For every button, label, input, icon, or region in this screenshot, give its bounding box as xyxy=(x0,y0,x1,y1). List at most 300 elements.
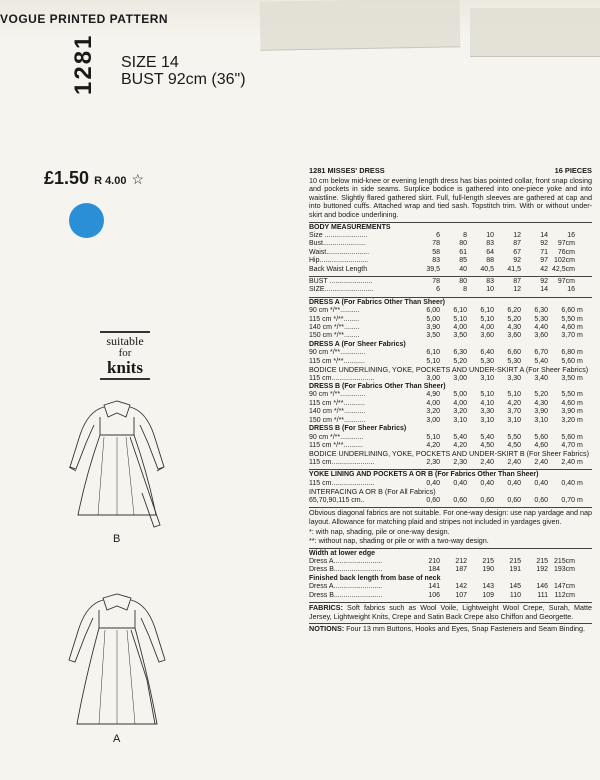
cell-value: 3,90 xyxy=(561,408,575,416)
cell-value: 5,10 xyxy=(453,315,467,323)
table-row xyxy=(309,307,592,315)
unit xyxy=(575,232,592,240)
cell-value: 4,00 xyxy=(453,399,467,407)
cell-value: 40,5 xyxy=(480,265,494,273)
cell-value: 58 xyxy=(432,248,440,256)
cell-value: 10 xyxy=(486,231,494,239)
cell-value: 12 xyxy=(513,286,521,294)
cell-value: 14 xyxy=(540,231,548,239)
underlining-table xyxy=(309,375,592,383)
cell-value: 8 xyxy=(463,231,467,239)
cell-value: 5,10 xyxy=(426,357,440,365)
table-row xyxy=(309,592,592,600)
cell-value: 3,50 xyxy=(561,374,575,382)
cell-value: 2,40 xyxy=(561,458,575,466)
cell-value: 6,00 xyxy=(426,307,440,315)
widths-section xyxy=(309,548,592,600)
cell-value: 3,00 xyxy=(426,416,440,424)
yardage-table xyxy=(309,307,592,341)
cell-value: 102cm xyxy=(553,257,575,265)
cell-value: 4,60 xyxy=(561,399,575,407)
cell-value: 215cm xyxy=(553,557,575,565)
cell-value: 80 xyxy=(459,240,467,248)
cell-value: 5,30 xyxy=(507,357,521,365)
pattern-number: 1281 xyxy=(70,33,97,95)
description-title: 1281 MISSES' DRESS xyxy=(309,166,385,175)
unit: m xyxy=(577,307,583,315)
cell-value: 0,60 xyxy=(453,496,467,504)
unit: m xyxy=(577,458,583,466)
interfacing-title: INTERFACING A OR B (For All Fabrics) xyxy=(309,487,436,497)
cell-value: 0,40 xyxy=(507,479,521,487)
table-row xyxy=(309,417,592,425)
cell-value: 78 xyxy=(432,240,440,248)
cell-value: 4,20 xyxy=(507,399,521,407)
cell-value: 71 xyxy=(540,248,548,256)
cell-value: 6,10 xyxy=(480,307,494,315)
cell-value: 0,40 xyxy=(534,479,548,487)
row-label: Dress A......................... xyxy=(309,557,383,565)
yoke-lining-section xyxy=(309,469,592,505)
row-label: 115 cm...................... xyxy=(309,374,375,382)
cell-value: 190 xyxy=(482,566,494,574)
view-a-label: A xyxy=(113,733,121,745)
cell-value: 193cm xyxy=(553,566,575,574)
description-text: 10 cm below mid-knee or evening length dress has bias pointed collar, front snap closing and pockets in side seams. Surplice bodice is gathered into one-piece yoke and into waistline. Slightly flared gathered skirt. Full, full-length sleeves are gathered at cap and into buttoned cuffs. Attached wrap and tied sash. Topstitch trim. With or without under-skirt and bodice underlining. xyxy=(309,175,592,219)
cell-value: 92 xyxy=(513,257,521,265)
unit: m xyxy=(577,324,583,332)
cell-value: 83 xyxy=(486,278,494,285)
unit: m xyxy=(577,479,583,487)
table-row xyxy=(309,324,592,332)
cell-value: 3,30 xyxy=(480,408,494,416)
cell-value: 5,40 xyxy=(534,357,548,365)
cell-value: 80 xyxy=(459,278,467,285)
row-label: 115 cm */**........... xyxy=(309,399,365,407)
back-length-title: Finished back length from base of neck xyxy=(309,574,441,582)
price xyxy=(44,168,144,189)
cell-value: 5,60 xyxy=(561,357,575,365)
cell-value: 85 xyxy=(459,257,467,265)
cell-value: 61 xyxy=(459,248,467,256)
cell-value: 16 xyxy=(567,286,575,294)
cell-value: 4,30 xyxy=(507,324,521,332)
table-row xyxy=(309,232,592,240)
cell-value: 2,40 xyxy=(507,458,521,466)
cell-value: 5,10 xyxy=(480,315,494,323)
cell-value: 3,50 xyxy=(426,332,440,340)
cell-value: 4,70 xyxy=(561,441,575,449)
table-row xyxy=(309,316,592,324)
cell-value: 16 xyxy=(567,231,575,239)
knits-line1: suitable xyxy=(106,334,144,348)
cell-value: 3,40 xyxy=(534,374,548,382)
unit xyxy=(575,286,592,294)
cell-value: 4,50 xyxy=(507,441,521,449)
yardage-group-title: DRESS A (For Sheer Fabrics) xyxy=(309,340,406,348)
row-label: SIZE......................... xyxy=(309,286,374,294)
cell-value: 12 xyxy=(513,231,521,239)
fabrics-body: Soft fabrics such as Wool Voile, Lightweight Wool Crepe, Surah, Matte Jersey, Lightweight Knits, Crepe and Satin Back Crepe also Chiffon and Georgette. xyxy=(309,602,592,621)
table-row xyxy=(309,278,592,286)
cell-value: 6,40 xyxy=(480,349,494,357)
size-block xyxy=(121,54,246,88)
star-icon: ☆ xyxy=(131,171,145,187)
dress-a-back-view-illustration xyxy=(55,590,180,730)
row-label: 150 cm */**........ xyxy=(309,332,360,340)
cell-value: 3,90 xyxy=(534,408,548,416)
cell-value: 0,40 xyxy=(480,479,494,487)
cell-value: 3,10 xyxy=(534,416,548,424)
diagonal-note: Obvious diagonal fabrics are not suitable. For one-way design: use nap yardage and nap layout. Allowance for matching plaid and stripes not included in yardages given. xyxy=(309,508,592,526)
cell-value: 5,10 xyxy=(426,433,440,441)
cell-value: 3,10 xyxy=(480,374,494,382)
cell-value: 3,20 xyxy=(561,416,575,424)
unit: m xyxy=(577,391,583,399)
cell-value: 87 xyxy=(513,278,521,285)
width-title: Width at lower edge xyxy=(309,549,376,557)
unit xyxy=(575,240,592,248)
cell-value: 6,10 xyxy=(426,349,440,357)
yoke-lining-title: YOKE LINING AND POCKETS A OR B (For Fabrics Other Than Sheer) xyxy=(309,471,539,479)
suitable-for-knits-badge xyxy=(100,331,150,382)
row-label: 115 cm...................... xyxy=(309,458,375,466)
fabrics-text xyxy=(309,604,592,621)
cell-value: 2,30 xyxy=(426,458,440,466)
cell-value: 5,40 xyxy=(453,433,467,441)
cell-value: 3,30 xyxy=(507,374,521,382)
notions-text xyxy=(309,625,592,634)
unit xyxy=(575,257,592,265)
dress-b-back-view-illustration xyxy=(60,395,175,530)
cell-value: 3,50 xyxy=(453,332,467,340)
table-row xyxy=(309,558,592,566)
cell-value: 5,00 xyxy=(453,391,467,399)
cell-value: 3,20 xyxy=(426,408,440,416)
cell-value: 3,00 xyxy=(426,374,440,382)
table-row xyxy=(309,375,592,383)
underlining-note: BODICE UNDERLINING, YOKE, POCKETS AND UNDER-SKIRT B (For Sheer Fabrics) xyxy=(309,449,589,459)
unit xyxy=(575,583,592,591)
cell-value: 6,30 xyxy=(534,307,548,315)
knits-line3: knits xyxy=(107,358,143,377)
row-label: Size ...................... xyxy=(309,231,368,239)
cell-value: 64 xyxy=(486,248,494,256)
cell-value: 6,80 xyxy=(561,349,575,357)
row-label: Back Waist Length xyxy=(309,265,368,273)
cell-value: 4,00 xyxy=(426,399,440,407)
knits-line2: for xyxy=(118,347,132,359)
cell-value: 6,20 xyxy=(507,307,521,315)
tape-strip xyxy=(260,0,461,51)
cell-value: 5,50 xyxy=(507,433,521,441)
table-row xyxy=(309,286,592,294)
pattern-info-column xyxy=(309,167,592,636)
row-label: 115 cm */**........... xyxy=(309,357,365,365)
unit: m xyxy=(577,496,583,504)
table-row xyxy=(309,332,592,340)
cell-value: 212 xyxy=(455,557,467,565)
table-row xyxy=(309,391,592,399)
unit: m xyxy=(577,441,583,449)
cell-value: 5,30 xyxy=(480,357,494,365)
cell-value: 5,30 xyxy=(534,315,548,323)
table-row xyxy=(309,400,592,408)
cell-value: 2,40 xyxy=(534,458,548,466)
cell-value: 0,60 xyxy=(507,496,521,504)
unit: m xyxy=(577,349,583,357)
cell-value: 92 xyxy=(540,240,548,248)
size-line: SIZE 14 xyxy=(121,54,179,71)
cell-value: 4,10 xyxy=(480,399,494,407)
row-label: Waist...................... xyxy=(309,248,370,256)
unit xyxy=(575,592,592,600)
cell-value: 0,60 xyxy=(480,496,494,504)
row-label: 140 cm */**........... xyxy=(309,408,366,416)
blue-dot-sticker xyxy=(69,203,104,238)
cell-value: 5,50 xyxy=(561,315,575,323)
cell-value: 3,00 xyxy=(453,374,467,382)
underlining-note: BODICE UNDERLINING, YOKE, POCKETS AND UNDER-SKIRT A (For Sheer Fabrics) xyxy=(309,365,589,375)
yardage-table xyxy=(309,391,592,425)
row-label: Hip......................... xyxy=(309,257,369,265)
cell-value: 3,10 xyxy=(507,416,521,424)
cell-value: 97cm xyxy=(557,240,575,248)
cell-value: 0,70 xyxy=(561,496,575,504)
table-row xyxy=(309,257,592,265)
cell-value: 6,30 xyxy=(453,349,467,357)
yardage-table xyxy=(309,349,592,366)
width-table xyxy=(309,558,592,575)
cell-value: 0,40 xyxy=(561,479,575,487)
yardage-section xyxy=(309,297,592,468)
cell-value: 5,40 xyxy=(480,433,494,441)
unit xyxy=(575,566,592,574)
cell-value: 97 xyxy=(540,257,548,265)
cell-value: 4,60 xyxy=(561,324,575,332)
unit xyxy=(575,249,592,257)
fabrics-section xyxy=(309,602,592,621)
cell-value: 3,10 xyxy=(480,416,494,424)
unit xyxy=(575,266,592,274)
row-label: 115 cm */**.......... xyxy=(309,441,363,449)
cell-value: 187 xyxy=(455,566,467,574)
cell-value: 83 xyxy=(486,240,494,248)
notes-section xyxy=(309,507,592,545)
cell-value: 3,70 xyxy=(507,408,521,416)
row-label: 90 cm */**............. xyxy=(309,349,366,357)
size-table xyxy=(309,278,592,295)
row-label: Dress B......................... xyxy=(309,591,383,599)
table-row xyxy=(309,566,592,574)
cell-value: 4,90 xyxy=(426,391,440,399)
cell-value: 6 xyxy=(436,286,440,294)
cell-value: 97cm xyxy=(557,278,575,285)
row-label: 150 cm */**........... xyxy=(309,416,366,424)
cell-value: 192 xyxy=(536,566,548,574)
cell-value: 76cm xyxy=(557,248,575,256)
cell-value: 5,00 xyxy=(426,315,440,323)
table-row xyxy=(309,459,592,467)
cell-value: 146 xyxy=(536,583,548,591)
cell-value: 5,50 xyxy=(561,391,575,399)
cell-value: 210 xyxy=(428,557,440,565)
row-label: 90 cm */**............ xyxy=(309,433,364,441)
cell-value: 4,00 xyxy=(480,324,494,332)
cell-value: 6 xyxy=(436,231,440,239)
cell-value: 5,20 xyxy=(534,391,548,399)
cell-value: 14 xyxy=(540,286,548,294)
row-label: Bust...................... xyxy=(309,240,366,248)
cell-value: 110 xyxy=(509,591,521,599)
body-measurements-table xyxy=(309,232,592,274)
cell-value: 87 xyxy=(513,240,521,248)
yardage-group-title: DRESS B (For Fabrics Other Than Sheer) xyxy=(309,383,446,391)
row-label: Dress A......................... xyxy=(309,583,383,591)
unit: m xyxy=(577,315,583,323)
cell-value: 42,5cm xyxy=(552,265,575,273)
cell-value: 88 xyxy=(486,257,494,265)
row-label: BUST ...................... xyxy=(309,278,373,285)
cell-value: 92 xyxy=(540,278,548,285)
cell-value: 4,20 xyxy=(453,441,467,449)
row-label: 90 cm */**............. xyxy=(309,391,366,399)
table-row xyxy=(309,266,592,274)
notions-label: NOTIONS: xyxy=(309,624,347,634)
cell-value: 191 xyxy=(509,566,521,574)
nap-note: *: with nap, shading, pile or one-way design. xyxy=(309,527,450,537)
row-label: Dress B......................... xyxy=(309,566,383,574)
cell-value: 3,20 xyxy=(453,408,467,416)
cell-value: 107 xyxy=(455,591,467,599)
cell-value: 8 xyxy=(463,286,467,294)
cell-value: 4,40 xyxy=(534,324,548,332)
cell-value: 0,60 xyxy=(426,496,440,504)
tape-strip xyxy=(470,8,600,57)
cell-value: 3,60 xyxy=(534,332,548,340)
unit: m xyxy=(577,357,583,365)
cell-value: 41,5 xyxy=(507,265,521,273)
cell-value: 4,50 xyxy=(480,441,494,449)
view-b-label: B xyxy=(113,533,121,545)
table-row xyxy=(309,408,592,416)
table-row xyxy=(309,583,592,591)
price-alt: R 4.00 xyxy=(94,175,127,187)
cell-value: 141 xyxy=(428,583,440,591)
cell-value: 145 xyxy=(509,583,521,591)
cell-value: 3,60 xyxy=(480,332,494,340)
cell-value: 2,40 xyxy=(480,458,494,466)
row-label: 140 cm */**........ xyxy=(309,324,360,332)
piece-count: 16 PIECES xyxy=(554,166,592,175)
fabrics-label: FABRICS: xyxy=(309,602,348,612)
yardage-table xyxy=(309,434,592,451)
interfacing-table xyxy=(309,497,592,505)
cell-value: 4,60 xyxy=(534,441,548,449)
cell-value: 6,60 xyxy=(507,349,521,357)
unit: m xyxy=(577,374,583,382)
unit xyxy=(575,278,592,286)
size-row-section xyxy=(309,276,592,295)
cell-value: 4,30 xyxy=(534,399,548,407)
bust-line: BUST 92cm (36") xyxy=(121,71,246,88)
row-label: 115 cm */**........ xyxy=(309,315,360,323)
cell-value: 5,20 xyxy=(507,315,521,323)
notions-body: Four 13 mm Buttons, Hooks and Eyes, Snap Fasteners and Seam Binding. xyxy=(346,624,586,634)
unit: m xyxy=(577,416,583,424)
cell-value: 112cm xyxy=(554,591,575,599)
cell-value: 3,60 xyxy=(507,332,521,340)
cell-value: 4,00 xyxy=(453,324,467,332)
yardage-group-title: DRESS A (For Fabrics Other Than Sheer) xyxy=(309,298,446,306)
row-label: 90 cm */**.......... xyxy=(309,307,360,315)
cell-value: 42 xyxy=(540,265,548,273)
cell-value: 5,10 xyxy=(507,391,521,399)
table-row xyxy=(309,497,592,505)
price-main: £1.50 xyxy=(44,168,90,188)
underlining-table xyxy=(309,459,592,467)
cell-value: 39,5 xyxy=(426,265,440,273)
table-row xyxy=(309,240,592,248)
row-label: 115 cm...................... xyxy=(309,479,375,487)
cell-value: 40 xyxy=(459,265,467,273)
cell-value: 111 xyxy=(537,591,548,599)
cell-value: 0,40 xyxy=(453,479,467,487)
cell-value: 184 xyxy=(428,566,440,574)
cell-value: 147cm xyxy=(553,583,575,591)
brand-title: VOGUE PRINTED PATTERN xyxy=(0,12,169,26)
row-label: 65,70,90,115 cm.. xyxy=(309,496,365,504)
cell-value: 215 xyxy=(509,557,521,565)
cell-value: 3,90 xyxy=(426,324,440,332)
table-row xyxy=(309,349,592,357)
unit xyxy=(575,558,592,566)
cell-value: 4,20 xyxy=(426,441,440,449)
cell-value: 2,30 xyxy=(453,458,467,466)
cell-value: 143 xyxy=(482,583,494,591)
notions-section xyxy=(309,623,592,634)
body-measurements-title: BODY MEASUREMENTS xyxy=(309,223,391,231)
cell-value: 215 xyxy=(482,557,494,565)
cell-value: 215 xyxy=(536,557,548,565)
unit: m xyxy=(577,408,583,416)
cell-value: 5,60 xyxy=(561,433,575,441)
table-row xyxy=(309,434,592,442)
cell-value: 0,40 xyxy=(426,479,440,487)
yardage-group-title: DRESS B (For Sheer Fabrics) xyxy=(309,425,407,433)
unit: m xyxy=(577,399,583,407)
cell-value: 83 xyxy=(432,257,440,265)
table-row xyxy=(309,249,592,257)
cell-value: 109 xyxy=(482,591,494,599)
cell-value: 142 xyxy=(455,583,467,591)
cell-value: 0,60 xyxy=(534,496,548,504)
cell-value: 67 xyxy=(513,248,521,256)
unit: m xyxy=(577,332,583,340)
unit: m xyxy=(577,433,583,441)
cell-value: 6,70 xyxy=(534,349,548,357)
cell-value: 5,60 xyxy=(534,433,548,441)
cell-value: 5,20 xyxy=(453,357,467,365)
back-length-table xyxy=(309,583,592,600)
description-header xyxy=(309,167,592,176)
cell-value: 78 xyxy=(432,278,440,285)
no-nap-note: **: without nap, shading or pile or with a two-way design. xyxy=(309,535,489,545)
cell-value: 3,10 xyxy=(453,416,467,424)
cell-value: 106 xyxy=(428,591,440,599)
body-measurements-section xyxy=(309,222,592,274)
cell-value: 6,10 xyxy=(453,307,467,315)
